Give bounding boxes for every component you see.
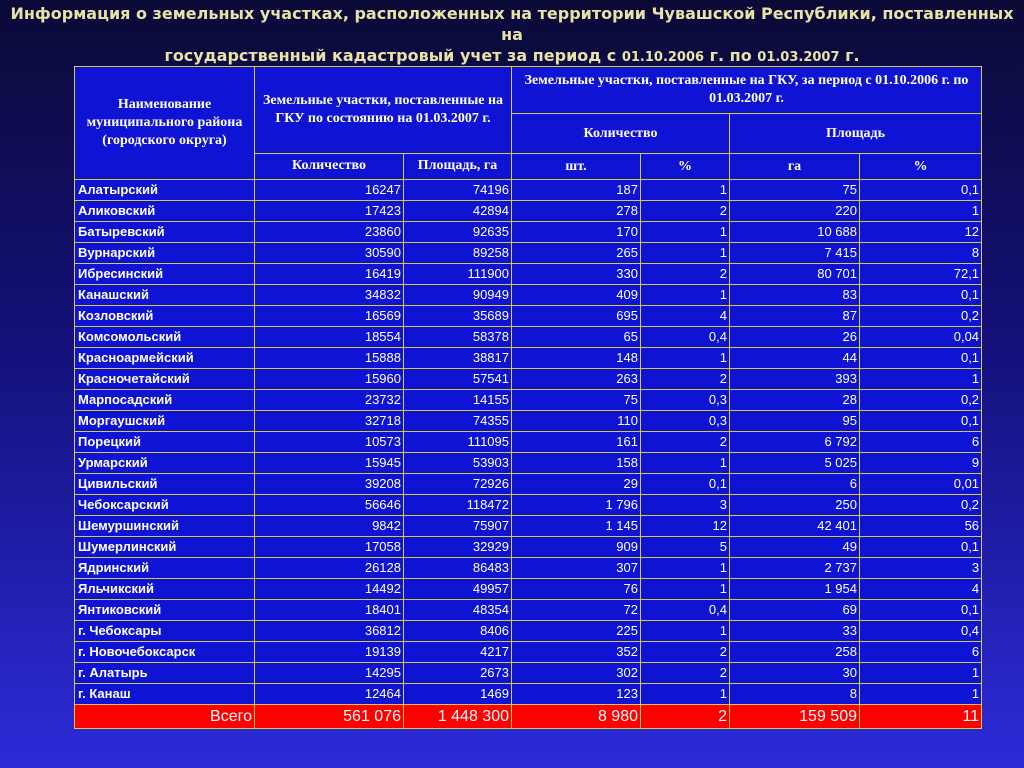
header-period-count: Количество (512, 114, 730, 154)
total-period-area-pct: 11 (860, 705, 982, 729)
land-plots-table (74, 66, 982, 729)
cell-total-count: 15888 (255, 348, 404, 369)
cell-total-count: 23732 (255, 390, 404, 411)
cell-period-area-pct: 0,01 (860, 474, 982, 495)
title-line-2-text: государственный кадастровый учет за период с (164, 46, 622, 65)
cell-period-count-pct: 1 (641, 348, 730, 369)
cell-municipality: Аликовский (75, 201, 255, 222)
title-line-2 (0, 45, 1024, 68)
table-row (75, 306, 982, 327)
cell-period-count: 161 (512, 432, 641, 453)
cell-total-area: 75907 (404, 516, 512, 537)
cell-total-area: 86483 (404, 558, 512, 579)
cell-municipality: Комсомольский (75, 327, 255, 348)
cell-period-area-pct: 56 (860, 516, 982, 537)
header-total-area: Площадь, га (404, 154, 512, 180)
cell-period-count-pct: 1 (641, 180, 730, 201)
cell-total-area: 35689 (404, 306, 512, 327)
cell-municipality: Порецкий (75, 432, 255, 453)
cell-period-area-pct: 0,2 (860, 390, 982, 411)
cell-period-area-pct: 1 (860, 684, 982, 705)
cell-municipality: Ядринский (75, 558, 255, 579)
cell-period-count: 225 (512, 621, 641, 642)
cell-period-area: 95 (730, 411, 860, 432)
cell-period-count: 330 (512, 264, 641, 285)
table-row (75, 579, 982, 600)
cell-total-count: 32718 (255, 411, 404, 432)
cell-period-count: 29 (512, 474, 641, 495)
table-row (75, 264, 982, 285)
cell-period-area: 6 792 (730, 432, 860, 453)
cell-period-count-pct: 1 (641, 285, 730, 306)
cell-municipality: Моргаушский (75, 411, 255, 432)
cell-period-count: 123 (512, 684, 641, 705)
cell-total-area: 4217 (404, 642, 512, 663)
cell-period-area: 83 (730, 285, 860, 306)
cell-period-count: 307 (512, 558, 641, 579)
cell-total-count: 14492 (255, 579, 404, 600)
total-count: 561 076 (255, 705, 404, 729)
cell-total-area: 72926 (404, 474, 512, 495)
cell-period-count-pct: 5 (641, 537, 730, 558)
table-row (75, 663, 982, 684)
cell-municipality: Красночетайский (75, 369, 255, 390)
cell-period-area: 7 415 (730, 243, 860, 264)
cell-period-count-pct: 2 (641, 432, 730, 453)
total-area: 1 448 300 (404, 705, 512, 729)
cell-total-count: 17423 (255, 201, 404, 222)
cell-total-area: 118472 (404, 495, 512, 516)
cell-period-area-pct: 1 (860, 663, 982, 684)
table-row (75, 495, 982, 516)
cell-period-area: 258 (730, 642, 860, 663)
cell-period-count-pct: 0,4 (641, 327, 730, 348)
cell-period-count-pct: 1 (641, 222, 730, 243)
cell-period-count: 302 (512, 663, 641, 684)
cell-municipality: г. Новочебоксарск (75, 642, 255, 663)
cell-period-area: 44 (730, 348, 860, 369)
cell-period-count-pct: 2 (641, 642, 730, 663)
header-unit-ha: га (730, 154, 860, 180)
cell-period-count: 1 796 (512, 495, 641, 516)
cell-period-area-pct: 0,1 (860, 348, 982, 369)
cell-period-area: 80 701 (730, 264, 860, 285)
cell-total-area: 74196 (404, 180, 512, 201)
cell-municipality: Вурнарский (75, 243, 255, 264)
cell-period-count: 110 (512, 411, 641, 432)
cell-period-count-pct: 0,1 (641, 474, 730, 495)
cell-total-count: 30590 (255, 243, 404, 264)
table-row (75, 684, 982, 705)
table-body (75, 180, 982, 705)
title-line-1: Информация о земельных участках, расположенных на территории Чувашской Республики, поставленных на (10, 4, 1014, 44)
cell-period-area-pct: 8 (860, 243, 982, 264)
cell-municipality: Красноармейский (75, 348, 255, 369)
cell-municipality: Цивильский (75, 474, 255, 495)
cell-municipality: Марпосадский (75, 390, 255, 411)
cell-period-count-pct: 0,3 (641, 411, 730, 432)
cell-period-count: 909 (512, 537, 641, 558)
cell-period-area: 87 (730, 306, 860, 327)
total-period-count: 8 980 (512, 705, 641, 729)
cell-period-count-pct: 2 (641, 264, 730, 285)
cell-period-count: 352 (512, 642, 641, 663)
cell-period-count: 148 (512, 348, 641, 369)
table-row (75, 516, 982, 537)
cell-period-area-pct: 0,2 (860, 495, 982, 516)
cell-period-count-pct: 1 (641, 621, 730, 642)
table-row (75, 642, 982, 663)
cell-period-area: 28 (730, 390, 860, 411)
total-period-area: 159 509 (730, 705, 860, 729)
cell-period-area: 10 688 (730, 222, 860, 243)
cell-total-count: 15945 (255, 453, 404, 474)
cell-period-area-pct: 4 (860, 579, 982, 600)
cell-municipality: Чебоксарский (75, 495, 255, 516)
cell-total-count: 9842 (255, 516, 404, 537)
cell-total-area: 49957 (404, 579, 512, 600)
cell-period-count-pct: 0,3 (641, 390, 730, 411)
cell-period-area: 26 (730, 327, 860, 348)
cell-total-count: 16247 (255, 180, 404, 201)
cell-period-count-pct: 0,4 (641, 600, 730, 621)
cell-total-count: 39208 (255, 474, 404, 495)
cell-total-count: 17058 (255, 537, 404, 558)
cell-period-area: 2 737 (730, 558, 860, 579)
cell-period-count-pct: 2 (641, 663, 730, 684)
header-municipality: Наименование муниципального района (городского округа) (75, 67, 255, 180)
cell-period-count-pct: 2 (641, 201, 730, 222)
cell-period-count: 695 (512, 306, 641, 327)
cell-period-area-pct: 1 (860, 201, 982, 222)
cell-total-count: 16569 (255, 306, 404, 327)
table-row (75, 348, 982, 369)
page-title (0, 3, 1024, 68)
total-row (75, 705, 982, 729)
table-row (75, 285, 982, 306)
table-row (75, 621, 982, 642)
table-row (75, 180, 982, 201)
cell-total-area: 92635 (404, 222, 512, 243)
cell-period-area-pct: 0,1 (860, 411, 982, 432)
cell-total-count: 19139 (255, 642, 404, 663)
cell-period-area-pct: 0,1 (860, 600, 982, 621)
header-period-area: Площадь (730, 114, 982, 154)
cell-total-area: 42894 (404, 201, 512, 222)
table-row (75, 390, 982, 411)
cell-total-count: 56646 (255, 495, 404, 516)
cell-municipality: Козловский (75, 306, 255, 327)
cell-total-count: 18554 (255, 327, 404, 348)
cell-municipality: Янтиковский (75, 600, 255, 621)
cell-period-area-pct: 0,4 (860, 621, 982, 642)
cell-municipality: г. Канаш (75, 684, 255, 705)
table-header (75, 67, 982, 180)
cell-period-count: 72 (512, 600, 641, 621)
cell-total-count: 15960 (255, 369, 404, 390)
cell-period-area: 393 (730, 369, 860, 390)
cell-period-count: 158 (512, 453, 641, 474)
cell-total-area: 74355 (404, 411, 512, 432)
cell-total-area: 2673 (404, 663, 512, 684)
cell-period-area-pct: 0,1 (860, 180, 982, 201)
cell-total-area: 111900 (404, 264, 512, 285)
cell-period-area-pct: 0,2 (860, 306, 982, 327)
cell-period-area: 30 (730, 663, 860, 684)
cell-total-area: 57541 (404, 369, 512, 390)
cell-period-area: 49 (730, 537, 860, 558)
cell-period-area: 75 (730, 180, 860, 201)
table-row (75, 432, 982, 453)
cell-total-area: 48354 (404, 600, 512, 621)
cell-period-area-pct: 12 (860, 222, 982, 243)
header-registered-period: Земельные участки, поставленные на ГКУ, за период с 01.10.2006 г. по 01.03.2007 г. (512, 67, 982, 114)
cell-total-count: 26128 (255, 558, 404, 579)
header-registered-total: Земельные участки, поставленные на ГКУ по состоянию на 01.03.2007 г. (255, 67, 512, 154)
cell-period-count-pct: 1 (641, 453, 730, 474)
cell-period-area-pct: 6 (860, 432, 982, 453)
cell-total-count: 23860 (255, 222, 404, 243)
cell-period-count-pct: 4 (641, 306, 730, 327)
title-line-2-end: г. (839, 46, 860, 65)
header-total-count: Количество (255, 154, 404, 180)
table-row (75, 369, 982, 390)
title-date-start: 01.10.2006 (621, 50, 705, 65)
table-row (75, 453, 982, 474)
cell-period-count: 265 (512, 243, 641, 264)
cell-period-area-pct: 9 (860, 453, 982, 474)
cell-period-count-pct: 1 (641, 558, 730, 579)
cell-total-count: 36812 (255, 621, 404, 642)
cell-period-count-pct: 1 (641, 684, 730, 705)
cell-total-area: 32929 (404, 537, 512, 558)
cell-total-area: 38817 (404, 348, 512, 369)
cell-period-count: 75 (512, 390, 641, 411)
total-period-count-pct: 2 (641, 705, 730, 729)
cell-period-area: 33 (730, 621, 860, 642)
cell-period-area-pct: 0,1 (860, 537, 982, 558)
cell-municipality: г. Алатырь (75, 663, 255, 684)
cell-period-count: 1 145 (512, 516, 641, 537)
cell-period-area: 69 (730, 600, 860, 621)
cell-total-count: 12464 (255, 684, 404, 705)
cell-municipality: Яльчикский (75, 579, 255, 600)
table-row (75, 201, 982, 222)
cell-total-count: 18401 (255, 600, 404, 621)
cell-total-area: 14155 (404, 390, 512, 411)
cell-total-count: 16419 (255, 264, 404, 285)
cell-period-count: 76 (512, 579, 641, 600)
cell-municipality: Шумерлинский (75, 537, 255, 558)
header-unit-pcs: шт. (512, 154, 641, 180)
cell-period-area: 220 (730, 201, 860, 222)
cell-total-area: 53903 (404, 453, 512, 474)
table-footer (75, 705, 982, 729)
cell-period-count: 187 (512, 180, 641, 201)
cell-period-area: 8 (730, 684, 860, 705)
cell-total-count: 14295 (255, 663, 404, 684)
table-row (75, 558, 982, 579)
table-row (75, 222, 982, 243)
cell-municipality: г. Чебоксары (75, 621, 255, 642)
cell-municipality: Ибресинский (75, 264, 255, 285)
cell-period-count: 170 (512, 222, 641, 243)
cell-municipality: Канашский (75, 285, 255, 306)
cell-period-area: 6 (730, 474, 860, 495)
cell-period-area-pct: 0,1 (860, 285, 982, 306)
title-line-2-mid: г. по (704, 46, 758, 65)
cell-total-area: 111095 (404, 432, 512, 453)
header-unit-pct-area: % (860, 154, 982, 180)
cell-period-count: 263 (512, 369, 641, 390)
cell-period-count-pct: 12 (641, 516, 730, 537)
table-row (75, 537, 982, 558)
cell-period-area: 1 954 (730, 579, 860, 600)
total-label: Всего (75, 705, 255, 729)
table-row (75, 411, 982, 432)
cell-municipality: Алатырский (75, 180, 255, 201)
title-date-end: 01.03.2007 (757, 50, 840, 65)
cell-period-count-pct: 3 (641, 495, 730, 516)
cell-total-area: 8406 (404, 621, 512, 642)
cell-period-area: 42 401 (730, 516, 860, 537)
cell-total-count: 34832 (255, 285, 404, 306)
header-unit-pct-count: % (641, 154, 730, 180)
cell-total-area: 1469 (404, 684, 512, 705)
table-row (75, 327, 982, 348)
cell-period-area-pct: 72,1 (860, 264, 982, 285)
cell-period-count-pct: 1 (641, 579, 730, 600)
table-row (75, 474, 982, 495)
table-row (75, 243, 982, 264)
cell-total-area: 90949 (404, 285, 512, 306)
cell-total-count: 10573 (255, 432, 404, 453)
cell-period-count-pct: 2 (641, 369, 730, 390)
cell-period-area-pct: 6 (860, 642, 982, 663)
cell-municipality: Урмарский (75, 453, 255, 474)
cell-period-count: 409 (512, 285, 641, 306)
cell-period-area-pct: 1 (860, 369, 982, 390)
table-row (75, 600, 982, 621)
cell-period-area: 5 025 (730, 453, 860, 474)
cell-total-area: 58378 (404, 327, 512, 348)
cell-period-count: 278 (512, 201, 641, 222)
cell-municipality: Батыревский (75, 222, 255, 243)
cell-municipality: Шемуршинский (75, 516, 255, 537)
cell-period-count-pct: 1 (641, 243, 730, 264)
cell-period-count: 65 (512, 327, 641, 348)
cell-period-area-pct: 3 (860, 558, 982, 579)
cell-period-area: 250 (730, 495, 860, 516)
cell-period-area-pct: 0,04 (860, 327, 982, 348)
cell-total-area: 89258 (404, 243, 512, 264)
